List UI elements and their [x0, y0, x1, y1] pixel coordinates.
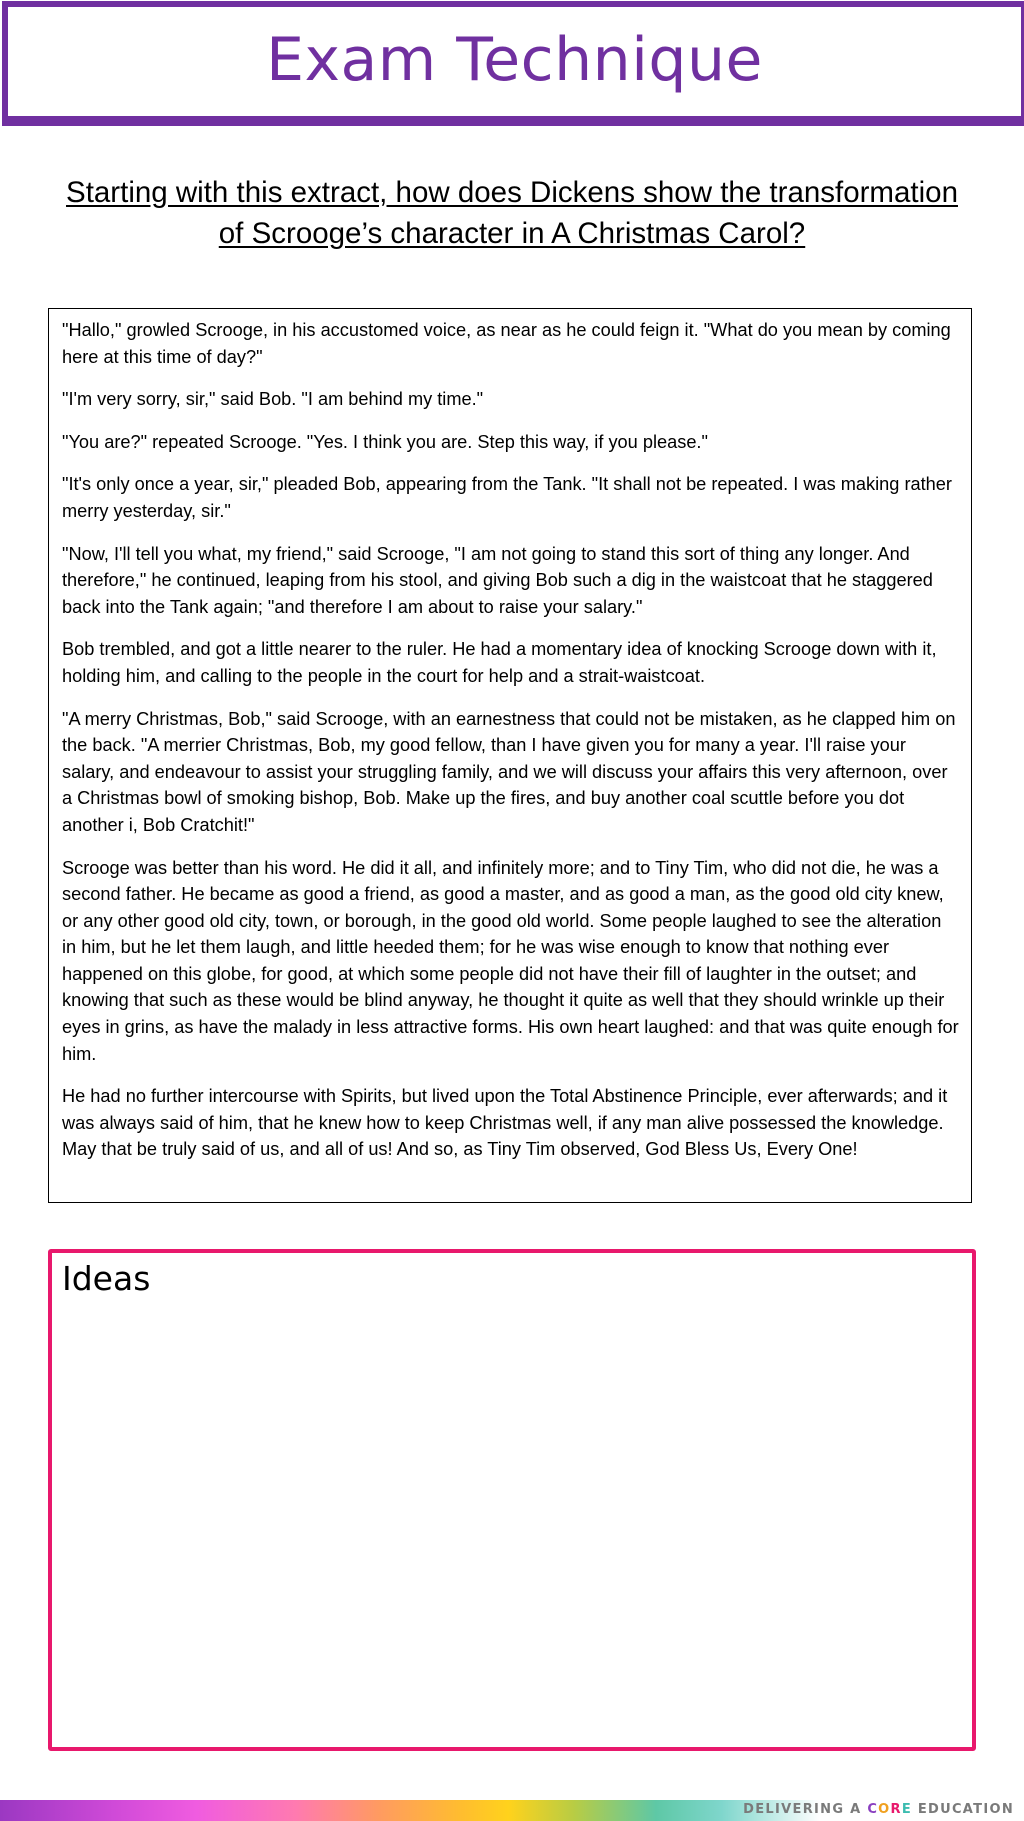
extract-paragraph: "Now, I'll tell you what, my friend," said Scrooge, "I am not going to stand this sort of thing any longer. And therefore," he continued, leaping from his stool, and giving Bob such a dig in the waistcoat that he staggered back into the Tank again; "and therefore I am about to raise your salary." [62, 543, 933, 617]
extract-paragraph: "I'm very sorry, sir," said Bob. "I am behind my time." [62, 389, 484, 410]
ideas-title: Ideas [62, 1259, 151, 1298]
extract-box [48, 308, 972, 1203]
core-letter-o: O [878, 1802, 891, 1817]
footer-text-after: EDUCATION [912, 1802, 1014, 1817]
extract-paragraph: "Hallo," growled Scrooge, in his accustomed voice, as near as he could feign it. "What do you mean by coming here at this time of day?" [62, 320, 951, 367]
ideas-box[interactable] [48, 1249, 976, 1751]
extract-paragraph: Bob trembled, and got a little nearer to the ruler. He had a momentary idea of knocking Scrooge down with it, holding him, and calling to the people in the court for help and a strait-waistcoat. [62, 639, 937, 686]
exam-question: Starting with this extract, how does Dickens show the transformation of Scrooge’s character in A Christmas Carol? [66, 176, 958, 250]
core-letter-r: R [890, 1802, 902, 1817]
footer-brand-text [743, 1802, 1014, 1817]
page-title: Exam Technique [266, 24, 763, 95]
extract-paragraph: "A merry Christmas, Bob," said Scrooge, with an earnestness that could not be mistaken, as he clapped him on the back. "A merrier Christmas, Bob, my good fellow, than I have given you for many a year. I'll raise your salary, and endeavour to assist your struggling family, and we will discuss your affairs this very afternoon, over a Christmas bowl of smoking bishop, Bob. Make up the fires, and buy another coal scuttle before you dot another i, Bob Cratchit!" [62, 708, 956, 835]
core-letter-c: C [867, 1802, 879, 1817]
extract-paragraph: "It's only once a year, sir," pleaded Bob, appearing from the Tank. "It shall not be repeated. I was making rather merry yesterday, sir." [62, 474, 952, 521]
core-letter-e: E [901, 1802, 913, 1817]
extract-paragraph: "You are?" repeated Scrooge. "Yes. I think you are. Step this way, if you please." [62, 431, 708, 452]
footer-text-before: DELIVERING A [743, 1802, 868, 1817]
title-banner [2, 1, 1024, 126]
footer-gradient-bar [0, 1800, 820, 1821]
extract-paragraph: Scrooge was better than his word. He did it all, and infinitely more; and to Tiny Tim, who did not die, he was a second father. He became as good a friend, as good a master, and as good a man, as the good old city knew, or any other good old city, town, or borough, in the good old world. Some people laughed to see the alteration in him, but he let them laugh, and little heeded them; for he was wise enough to know that nothing ever happened on this globe, for good, at which some people did not have their fill of laughter in the outset; and knowing that such as these would be blind anyway, he thought it quite as well that they should wrinkle up their eyes in grins, as have the malady in less attractive forms. His own heart laughed: and that was quite enough for him. [62, 857, 959, 1064]
extract-paragraph: He had no further intercourse with Spirits, but lived upon the Total Abstinence Principle, ever afterwards; and it was always said of him, that he knew how to keep Christmas well, if any man alive possessed the knowledge. May that be truly said of us, and all of us! And so, as Tiny Tim observed, God Bless Us, Every One! [62, 1086, 948, 1160]
